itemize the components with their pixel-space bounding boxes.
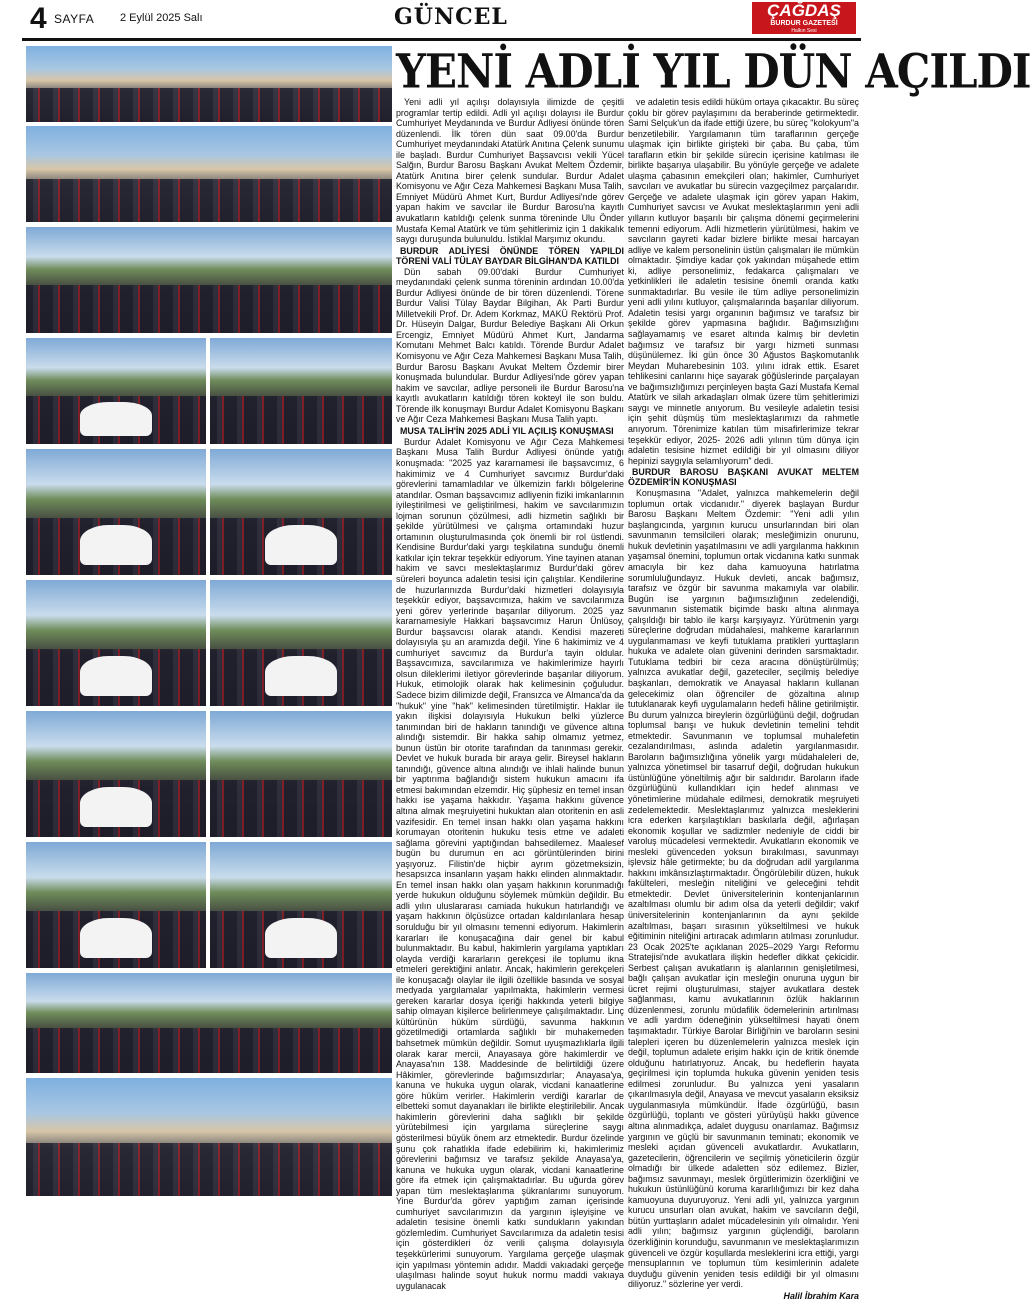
issue-date: 2 Eylül 2025 Salı bbox=[120, 12, 203, 24]
newspaper-logo bbox=[752, 2, 856, 34]
article-subheading: MUSA TALİH'İN 2025 ADLİ YIL AÇILIŞ KONUŞMASI bbox=[400, 425, 614, 436]
photo-column bbox=[26, 46, 392, 1196]
page-label: SAYFA bbox=[54, 12, 95, 26]
article-paragraph: Konuşmasına "Adalet, yalnızca mahkemelerin değil toplumun ortak vicdanıdır." diyerek başlayan Burdur Barosu Başkanı Meltem Özdemir: "Yeni adli yılın başlangıcında, yargının kurucu unsurlarından biri olan savunmanın temsilcileri olarak; mesleğimizin onurunu, hukuk devletinin yaşatılmasını ve adli yargılanma hakkının yaşamsal önemini, toplumun ortak vicdanına katkı sunmak amacıyla bir kez daha kamuoyuna hatırlatma sorumluluğundayız. Hukuk devleti, ancak bağımsız, tarafsız ve özgür bir savunma makamıyla var olabilir. Bugün ise yargının bağımsızlığının zedelendiği, savunmanın sistematik biçimde baskı altına alınmaya çalışıldığı bir tablo ile karşı karşıyayız. Yürütmenin yargı süreçlerine doğrudan müdahalesi, mahkeme kararlarının uygulanmaması ve keyfi tutuklama pratikleri yurttaşların hukuka ve adalete olan güvenini derinden sarsmaktadır. Tutuklama tedbiri bir ceza aracına dönüştürülmüş; yalnızca avukatlar değil, gazeteciler, seçilmiş belediye başkanları, demokratik ve Anayasal hakların kullanan gelecekimiz olan öğrenciler de gözaltına alınıp tutuklanarak keyfi uygulamaların hedefi hâline getirilmiştir. Bu durum yalnızca bireylerin özgürlüğünü değil, doğrudan toplumsal barışı ve hukuk devletinin temelini tehdit etmektedir. Savunmanın ve toplumsal muhalefetin cezalandırılması, aslında adaletin yargılanmasıdır. Baroların bağımsızlığına yönelik yargı müdahaleleri de, yalnızca yönetimsel bir tasarruf değil, doğrudan hukukun üstünlüğüne yöneltilmiş ağır bir saldırıdır. Baroların ifade özgürlüğünü kullandıkları için hedef alınması ve yönetimlerine müdahale edilmesi, demokratik meşruiyeti zedelemektedir. Meslektaşlarımız yalnızca mesleklerini icra ederken karşılaştıkları baskılarla değil, ağırlaşan ekonomik koşullar ve sadizmler nedeniyle de ciddi bir varoluş mücadelesi vermektedir. Avukatların ekonomik ve mesleki güvenceden yoksun bırakılması, savunmayı işlevsiz hâle getirmekte; bu da doğrudan adil yargılanma hakkını imkânsızlaştırmaktadır. Öngörülebilir düzen, hukuk fakülteleri, mesleğin niteliğini ve geleceğini tehdit etmektedir. Devlet üniversitelerinin kontenjanlarının azaltılması olumlu bir adım olsa da yeterli değildir; vakıf üniversitelerinin kontenjanlarının da aynı şekilde azaltılması, başarı sırasının yükseltilmesi ve hukuk eğitiminin niteliğini artıracak adımların atılması zorunludur. 23 Ocak 2025'te açıklanan 2025–2029 Yargı Reformu Stratejisi'nde avukatlara ilişkin hedefler dikkat çekicidir. Serbest çalışan avukatların iş alanlarının genişletilmesi, bağlı çalışan avukatlar için mesleğin onuruna uygun bir ücret rejimi oluşturulması, stajyer avukatlara destek sağlanması, kamu avukatlarının özlük haklarının düzenlenmesi, zorunlu müdafilik ödemelerinin artırılması ve adli yardım ödeneğinin yükseltilmesi hayati önem taşımaktadır. Türkiye Barolar Birliği'nin ve baroların sesini talepleri içeren bu düzenlemelerin yalnızca meslek için değil, toplumun adalete erişim hakkı için de kritik önemde olduğunu hatırlatıyoruz. Ancak, bu hedeflerin hayata geçirilmesi için toplumda hukuka güvenin yeniden tesis edilmesi zorunludur. Bu yalnızca yeni yasaların çıkarılmasıyla değil, Anayasa ve mevcut yasaların eksiksiz uygulanmasıyla mümkündür. İfade özgürlüğü, basın özgürlüğü, toplantı ve gösteri yürüyüşü hakkı güvence altına alınmadıkça, adalet duygusu onarılamaz. Bağımsız yargının ve güçlü bir savunmanın teminatı; ekonomik ve mesleki açıdan güvenceli avukatlardır. Avukatların, gazetecilerin, öğrencilerin ve seçilmiş yöneticilerin özgür olmadığı bir ülkede adaletten söz edilemez. Bizler, bağımsız savunmayı, meslek örgütlerimizin özerkliğini ve hukukun üstünlüğünü koruma kararlılığımızı bir kez daha kamuoyuna duyuruyoruz. Yeni adli yıl, yalnızca yargının kurucu unsurları olan avukat, hakim ve savcıların değil, bütün yurttaşların adalet mücadelesinin yılı olmalıdır. Yeni adli yılın; bağımsız yargının güçlendiği, baroların özerkliğinin korunduğu, savunmanın ve meslektaşlarımızın güvenceli ve özgür koşullarda mesleklerini icra ettiği, yargı mensuplarının ve toplumun tüm kesimlerinin adalete duyduğu güvenin yeniden tesis edildiği bir yıl olmasını diliyoruz." sözlerine yer verdi. bbox=[628, 488, 859, 1290]
photo-ceremony-group bbox=[26, 46, 392, 122]
article-paragraph: ve adaletin tesis edildi hüküm ortaya çıkacaktır. Bu süreç çoklu bir görev paylaşımını da beraberinde getirmektedir. Sami Selçuk'un da ifade ettiği üzere, bu süreç "kolokyum"a benzetilebilir. Yargılamanın tüm taraflarının gerçeğe ulaşmak için birlikte girişteki bir çaba. Bu çaba, tüm tarafların etkin bir şekilde sürecin içerisine katılması ile birlikte başarıya ulaşabilir. Bu yönüyle gerçeğe ve adalete ulaşma çabasının emekçileri olan; hakimler, Cumhuriyet savcıları ve avukatlar bu sürecin vazgeçilmez parçalarıdır. Gerçeğe ve adalete ulaşmak için görev yapan Hakim, Cumhuriyet savcısı ve Avukat meslektaşlarımın yeni adli yılların kutluyor başarılı bir çalışma dönemi geçirmelerini temenni ediyorum. Adli hizmetlerin yürütülmesi, hakim ve savcıların gayreti kadar bizlere birlikte mesai harcayan adliye ve kalem personelinin üstün çalışmaları ile mümkün olmaktadır. Şimdiye kadar çok yakından müşahede ettim ki, adliye personelimiz, fedakarca çalışmaları ve yetkinlikleri ile adaletin tesisine önemli oranda katkı sunmaktadırlar. Bu vesile ile tüm adliye personelimizin yeni adli yılını kutluyor, çalışmalarında başarılar diliyorum. Adaletin tesisi yargı organının bağımsız ve tarafsız bir şekilde görev yapmasına bağlıdır. Bağımsızlığını sağlayamamış ve esaret altında kalmış bir devletin bağımsız ve tarafsız bir yargı hizmeti sunması düşünülemez. İki gün önce 30 Ağustos Başkomutanlık Meydan Muharebesinin 103. yılını idrak ettik. Esaret tehlikesini canlarını hiçe sayarak göğüslerinde parçalayan ve bağımsızlığımızı perçinleyen başta Gazi Mustafa Kemal Atatürk ve silah arkadaşları olmak üzere tüm şehitlerimizi saygı ve minnetle anıyorum. Bu vesileyle adaletin tesisi için şehit düşmüş tüm meslektaşlarımızı da rahmetle anıyorum. Törenimize katılan tüm misafirlerimize tekrar teşekkür ediyor, 2025- 2026 adli yılının tüm dünya için adaletin tesisine hizmet edildiği bir yıl olmasını diliyor hepinizi saygıyla selamlıyorum" dedi. bbox=[628, 97, 859, 466]
photo-group-2 bbox=[26, 1078, 392, 1196]
photo-officials-1 bbox=[26, 227, 392, 333]
article-paragraph: Yeni adli yıl açılışı dolayısıyla ilimizde de çeşitli programlar tertip edildi. Adli yıl açılışı dolayısı ile Burdur Cumhuriyet Meydanında ve Burdur Adliyesi önünde tören düzenlendi. İlk tören dün saat 09.00'da Burdur Cumhuriyet meydanındaki Atatürk Anıtına Çelenk sunumu ile başladı. Burdur Cumhuriyet Başsavcısı vekili Yücel Salğın, Burdur Barosu Başkanı Avukat Meltem Özdemir, Atatürk Anıtına birer çelenk sundular. Burdur Adalet Komisyonu ve Ağır Ceza Mahkemesi Başkanı Musa Talih, Emniyet Müdürü Ahmet Kurt, Burdur Adliyesi'nde görev yapan hakim ve savcılar ile Burdur Barosu'na kayıtlı avukatların katıldığı çelenk sunma töreninde Ulu Önder Mustafa Kemal Atatürk ve tüm şehitlerimiz için 1 dakikalık saygı duruşunda bulunuldu. İstiklal Marşımız okundu. bbox=[396, 97, 624, 245]
logo-subtitle: BURDUR GAZETESİ bbox=[770, 20, 838, 27]
page-header bbox=[0, 0, 861, 38]
article-paragraph: Burdur Adalet Komisyonu ve Ağır Ceza Mahkemesi Başkanı Musa Talih Burdur Adliyesi önünde yatığı konuşmada: "2025 yaz kararnamesi ile başsavcımız, 6 hakimimiz ve 4 Cumhuriyet savcımız Burdur'daki görevlerini tamamladılar ve ülkemizin farklı bölgelerine atandılar. Osman başsavcımız adliyenin fiziki imkanlarının iyileştirilmesi ve geliştirilmesi, hakim ve savcılarımızın lojman sorunun çözülmesi, adli hizmetin sağlıklı bir şekilde yürütülmesi ve çalışma ortamındaki huzur ortamının oluşturulmasında çok önemli bir rol üstlendi. Kendisine Burdur'daki yargı teşkilatına sunduğu önemli katkılar için tekrar teşekkür ediyorum. Yine tayinen atanan hakim ve savcı meslektaşlarımız Burdur'daki görev süreleri boyunca adaletin tesisi için çalıştılar. Kendilerine de huzurlarınızda Burdur'daki hizmetleri dolayısıyla teşekkür ediyor, başsavcımıza, hakim ve savcılarımıza yeni görev yerlerinde başarılar diliyorum. 2025 yaz kararnamesiyle Hakkari başsavcımız Harun Ünlüsoy, Burdur başsavcısı olarak atandı. Kendisi mazereti dolayısıyla şu an aramızda değil. Yine 6 hakimimiz ve 4 cumhuriyet savcımız da Burdur'a tayin oldular. Başsavcımıza, savcılarımıza ve hakimlerimize hayırlı olsun dileklerimi iletiyor görevlerinde başarılar diliyorum. Hukuk, etimolojik olarak hak kelimesinin çoğuludur. Sadece bizim dilimizde değil, Fransızca ve Almanca'da da "hukuk" yine "hak" kelimesinden türetilmiştir. Haklar ile yakın ilişkisi dolayısıyla Hukukun belki yüzlerce tanımından biri de hakların tanındığı ve güvence altına alındığı sistemdir. Bir hakka sahip olmamız yetmez, bunun üstün bir otorite tarafından da tanınması gerekir. Devlet ve hukuk burada bir araya gelir. Bireysel hakların tanındığı, güvence altına alındığı ve ihlali halinde bunun bir yaptırıma bağlandığı sistem hukukun amacını ifa etmesi bakımından elzemdir. Hiç şüphesiz en temel insan hakkı ise yaşama hakkıdır. Yaşama hakkını güvence altına almak meşruiyetini hukuktan alan otoritenin en asli vazifesidir. En temel insan hakkı olan yaşama hakkını korumayan otoritenin hukuku tesis etme ve adaleti sağlama görevini yaptığından bahsedilemez. Maalesef bugün bu durumun en acı görüntülerinden birini yaşıyoruz. Filistin'de hiçbir ayrım gözetmeksizin, hesapsızca insanların yaşam hakkı elinden alınmaktadır. En temel insan hakkı olan yaşam hakkının korunmadığı yerde hukukun olduğunu söylemek mümkün değildir. Bu adli yılın uluslararası camiada hukukun hatırlandığı ve yaşam hakkının ölçüsüzce ortadan kaldırılanlara hesap sorulduğu bir yıl olmasını temenni ediyorum. Hakimlerin kararları ile konuşacağına dair genel bir kabul bulunmaktadır. Bu kabul, hakimlerin yargılama yaptıkları olayda verdiği kararların gerekçesi ile toplumu ikna etmeleri gerektiğini anlatır. Ancak, hakimlerin gerekçeleri ile konuşacağı olaylar ile ilgili özellikle basında ve sosyal medyada yargılamalar yapılmakta, hakimlerin vermesi gereken kararlar dosya içeriği hakkında yeterli bilgiye sahip olmayan kişilerce belirlenmeye çalışılmaktadır. Linç kültürünün hüküm sürdüğü, savunma hakkının gözetilmediği ortamlarda sağlıklı bir muhakemeden bahsetmek mümkün değildir. Somut uyuşmazlıklarla ilgili olarak karar mercii, Anayasaya göre hakimlerdir ve Anayasa'nın 138. Maddesinde de belirtildiği üzere Hâkimler, görevlerinde bağımsızdırlar; Anayasa'ya, kanuna ve hukuka uygun olarak, vicdani kanaatlerine göre hüküm verirler. Hakimlerin verdiği kararlar de elbetteki somut dayanakları ile birlikte eleştirilebilir. Ancak hakimlerin görevlerini daha sağlıklı bir şekilde yürütebilmesi için yargılama süreçlerine saygı gösterilmesi büyük önem arz etmektedir. Burdur özelinde şunu çok rahatlıkla ifade edebilirim ki, hakimlerimiz görevlerini bağımsız ve tarafsız şekilde Anayasa'ya, kanuna ve hukuka uygun olarak, vicdani kanaatlerine göre ifa etmek için çalışmaktadırlar. Bu uğurda görev yapan tüm meslektaşlarıma şükranlarımı sunuyorum. Yine Burdur'da görev yaptığım zaman içerisinde cumhuriyet savcılarımızın da yargının işleyişine ve adaletin tesisine önemli katkı sundukların yakından gözlemledim. Cumhuriyet Savcılarımıza da adaletin tesisi için gösterdikleri öz verili çalışma dolayısıyla teşekkürlerimi sunuyorum. Yargılama gerçeğe ulaşmak için yapılması yöntemin adıdır. Maddi vakıadaki gerçeğe ulaşılması halinde soyut hukuk normu maddi vakıaya uygulanacak bbox=[396, 436, 624, 1291]
article-column-1 bbox=[396, 97, 624, 1291]
photo-reception-10 bbox=[210, 842, 392, 968]
photo-reception-2 bbox=[210, 338, 392, 444]
photo-reception-7 bbox=[26, 711, 206, 837]
photo-ataturk-monument bbox=[26, 126, 392, 222]
photo-reception-9 bbox=[26, 842, 206, 968]
logo-tagline: Halkın Sesi bbox=[791, 28, 817, 34]
page-number: 4 bbox=[30, 2, 47, 35]
article-subheading: BURDUR ADLİYESİ ÖNÜNDE TÖREN YAPILDI TÖRENİ VALİ TÜLAY BAYDAR BİLGİHAN'DA KATILDI bbox=[396, 245, 624, 266]
photo-reception-5 bbox=[26, 580, 206, 706]
header-rule bbox=[22, 38, 861, 41]
article-headline: YENİ ADLİ YIL DÜN AÇILDI bbox=[396, 44, 1031, 99]
photo-reception-4 bbox=[210, 449, 392, 575]
section-title: GÜNCEL bbox=[394, 4, 508, 30]
article-subheading: BURDUR BAROSU BAŞKANI AVUKAT MELTEM ÖZDEMİR'İN KONUŞMASI bbox=[628, 467, 859, 488]
photo-reception-8 bbox=[210, 711, 392, 837]
photo-group-1 bbox=[26, 973, 392, 1073]
photo-reception-6 bbox=[210, 580, 392, 706]
article-column-2 bbox=[628, 97, 859, 1301]
article-byline: Halil İbrahim Kara bbox=[783, 1290, 859, 1301]
article-paragraph: Dün sabah 09.00'daki Burdur Cumhuriyet meydanındaki çelenk sunma töreninin ardından 10.00'da Burdur Adliyesi önünde de bir tören düzenlendi. Törene Burdur Valisi Tülay Baydar Bilgihan, Ak Parti Burdur Milletvekili Prof. Dr. Adem Korkmaz, MAKÜ Rektörü Prof. Dr. Hüseyin Dalgar, Burdur Belediye Başkanı Ali Orkun Ercengiz, Emniyet Müdürü Ahmet Kurt, Jandarma Komutanı Mehmet Balcı katıldı. Törende Burdur Adalet Komisyonu ve Ağır Ceza Mahkemesi Başkanı Musa Talih, Burdur Barosu Başkanı Avukat Meltem Özdemir birer konuşmada bulundular. Burdur Adliyesi'nde görev yapan hakim ve savcılar, adliye personeli ile Burdur Barosu'na kayıtlı avukatların katıldığı tören kokteyl ile son buldu. Törende ilk konuşmayı Burdur Adalet Komisyonu Başkanı ve Ağır Ceza Mahkemesi Başkanı Musa Talih yaptı. bbox=[396, 266, 624, 425]
logo-title: ÇAĞDAŞ bbox=[767, 1, 841, 20]
photo-reception-3 bbox=[26, 449, 206, 575]
photo-reception-1 bbox=[26, 338, 206, 444]
